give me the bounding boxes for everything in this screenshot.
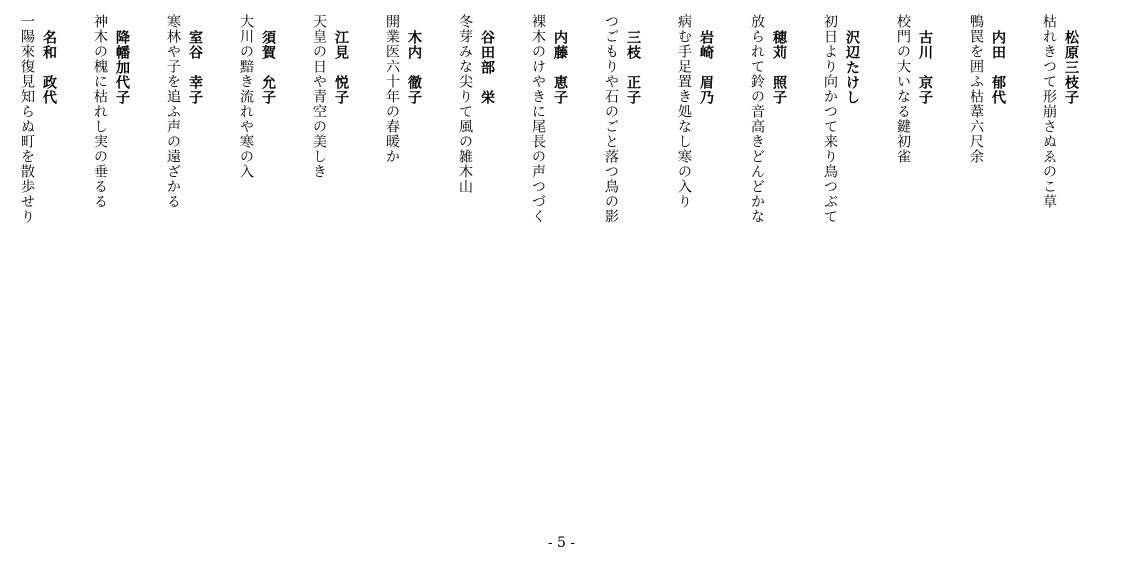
- author-name: 降幡加代子: [114, 30, 130, 105]
- author-name: 古川 京子: [917, 30, 933, 105]
- haiku-text: つごもりや石のごと落つ鳥の影: [603, 14, 619, 224]
- haiku-entry: [1039, 12, 1081, 209]
- haiku-entry: [966, 12, 1008, 164]
- haiku-text: 天皇の日や青空の美しき: [311, 14, 327, 179]
- author-name: 沢辺たけし: [844, 30, 860, 105]
- haiku-entry: [236, 12, 278, 179]
- haiku-text: 初日より向かつて来り鳥つぶて: [822, 14, 838, 224]
- haiku-entry: [674, 12, 716, 209]
- haiku-entry: [382, 12, 424, 164]
- haiku-text: 枯れきつて形崩さぬゑのこ草: [1041, 14, 1057, 209]
- haiku-entry: [601, 12, 643, 224]
- haiku-text: 神木の槐に枯れし実の垂るる: [92, 14, 108, 209]
- haiku-text: 病む手足置き処なし寒の入り: [676, 14, 692, 209]
- haiku-entry: [528, 12, 570, 224]
- haiku-entry: [747, 12, 789, 224]
- haiku-entry: [309, 12, 351, 179]
- author-name: 江見 悦子: [333, 30, 349, 105]
- haiku-text: 開業医六十年の春暖か: [384, 14, 400, 164]
- haiku-entry: [893, 12, 935, 164]
- haiku-entry: [163, 12, 205, 209]
- haiku-entry: [455, 12, 497, 194]
- haiku-text: 放られて鈴の音高きどんどかな: [749, 14, 765, 224]
- author-name: 穂苅 照子: [771, 30, 787, 105]
- haiku-text: 校門の大いなる鍵初雀: [895, 14, 911, 164]
- author-name: 三枝 正子: [625, 30, 641, 105]
- author-name: 名和 政代: [41, 30, 57, 105]
- author-name: 室谷 幸子: [187, 30, 203, 105]
- author-name: 松原三枝子: [1063, 30, 1079, 105]
- haiku-text: 鴨罠を囲ふ枯葦六尺余: [968, 14, 984, 164]
- haiku-text: 大川の黯き流れや寒の入: [238, 14, 254, 179]
- author-name: 内田 郁代: [990, 30, 1006, 105]
- author-name: 内藤 恵子: [552, 30, 568, 105]
- haiku-text: 一陽來復見知らぬ町を散歩せり: [19, 14, 35, 224]
- haiku-entry: [90, 12, 132, 209]
- haiku-entry: [17, 12, 59, 224]
- haiku-text: 寒林や子を追ふ声の遠ざかる: [165, 14, 181, 209]
- author-name: 須賀 允子: [260, 30, 276, 105]
- haiku-collection: [19, 12, 1081, 492]
- author-name: 木内 徹子: [406, 30, 422, 105]
- haiku-entry: [820, 12, 862, 224]
- page-number: - 5 -: [547, 535, 576, 551]
- author-name: 谷田部 栄: [479, 30, 495, 105]
- haiku-text: 裸木のけやきに尾長の声つづく: [530, 14, 546, 224]
- author-name: 岩崎 眉乃: [698, 30, 714, 105]
- haiku-text: 冬芽みな尖りて風の雑木山: [457, 14, 473, 194]
